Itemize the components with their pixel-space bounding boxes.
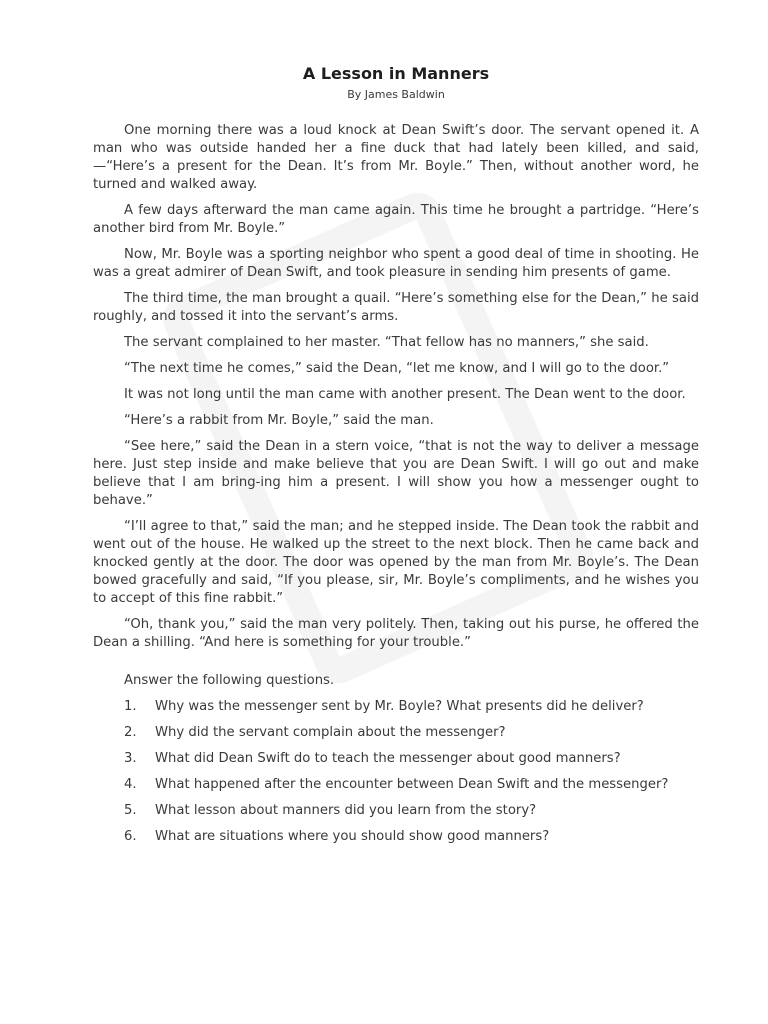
page-title: A Lesson in Manners <box>302 64 490 83</box>
story-paragraph: The servant complained to her master. “That fellow has no manners,” she said. <box>124 335 649 350</box>
question-number: 5. <box>124 803 137 818</box>
question-text: What happened after the encounter between Dean Swift and the messenger? <box>155 777 669 792</box>
question-item <box>124 802 699 820</box>
question-text: Why was the messenger sent by Mr. Boyle? What presents did he deliver? <box>155 699 644 714</box>
story-body <box>93 122 699 652</box>
story-paragraph: One morning there was a loud knock at Dean Swift’s door. The servant opened it. A man who was outside handed her a fine duck that had lately been killed, and said,—“Here’s a present for the Dean. It’s from Mr. Boyle.” Then, without another word, he turned and walked away. <box>93 123 699 192</box>
story-paragraph: “Oh, thank you,” said the man very politely. Then, taking out his purse, he offered the Dean a shilling. “And here is something for your trouble.” <box>93 617 699 650</box>
document-page <box>93 62 699 854</box>
story-paragraph: A few days afterward the man came again. This time he brought a partridge. “Here’s another bird from Mr. Boyle.” <box>93 203 699 236</box>
story-paragraph: Now, Mr. Boyle was a sporting neighbor who spent a good deal of time in shooting. He was a great admirer of Dean Swift, and took pleasure in sending him presents of game. <box>93 247 699 280</box>
question-item <box>124 750 699 768</box>
question-number: 3. <box>124 751 137 766</box>
question-text: What lesson about manners did you learn from the story? <box>155 803 537 818</box>
question-item <box>124 828 699 846</box>
question-text: What are situations where you should show good manners? <box>155 829 550 844</box>
story-paragraph: “See here,” said the Dean in a stern voice, “that is not the way to deliver a message here. Just step inside and make believe that you are Dean Swift. I will go out and make believe that I am bring-ing him a present. I will show you how a messenger ought to behave.” <box>93 439 699 508</box>
question-text: What did Dean Swift do to teach the messenger about good manners? <box>155 751 621 766</box>
question-item <box>124 776 699 794</box>
question-number: 1. <box>124 699 137 714</box>
story-paragraph: “The next time he comes,” said the Dean, “let me know, and I will go to the door.” <box>124 361 670 376</box>
question-item <box>124 698 699 716</box>
questions-intro: Answer the following questions. <box>124 673 335 688</box>
questions-section <box>93 672 699 846</box>
question-item <box>124 724 699 742</box>
author-byline: By James Baldwin <box>347 88 445 101</box>
question-text: Why did the servant complain about the messenger? <box>155 725 506 740</box>
question-number: 2. <box>124 725 137 740</box>
story-paragraph: “I’ll agree to that,” said the man; and he stepped inside. The Dean took the rabbit and went out of the house. He walked up the street to the next block. Then he came back and knocked gently at the door. The door was opened by the man from Mr. Boyle’s. The Dean bowed gracefully and said, “If you please, sir, Mr. Boyle’s compliments, and he wishes you to accept of this fine rabbit.” <box>93 519 699 606</box>
story-paragraph: “Here’s a rabbit from Mr. Boyle,” said the man. <box>124 413 434 428</box>
question-number: 6. <box>124 829 137 844</box>
story-paragraph: It was not long until the man came with another present. The Dean went to the door. <box>124 387 686 402</box>
question-number: 4. <box>124 777 137 792</box>
story-paragraph: The third time, the man brought a quail. “Here’s something else for the Dean,” he said roughly, and tossed it into the servant’s arms. <box>93 291 699 324</box>
